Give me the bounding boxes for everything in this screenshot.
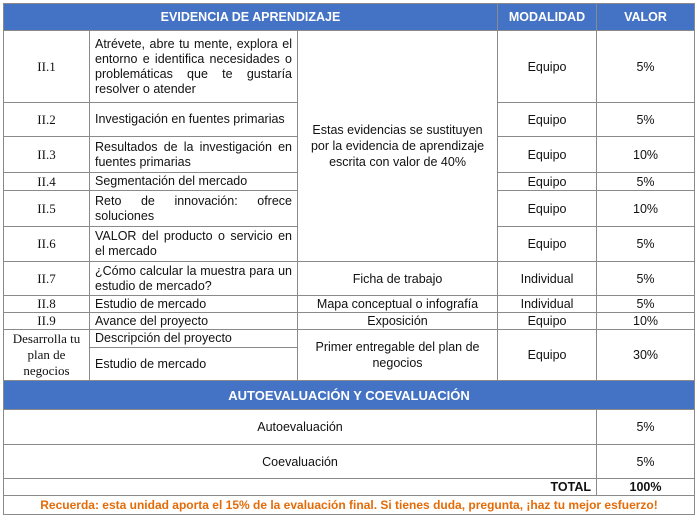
modalidad-cell: Equipo [498, 103, 597, 137]
plan-valor: 30% [597, 330, 695, 381]
table-row [4, 313, 695, 330]
valor-cell: 10% [597, 191, 695, 227]
evidence-type: Ficha de trabajo [298, 262, 498, 296]
valor-cell: 10% [597, 137, 695, 173]
valor-cell: 5% [597, 173, 695, 191]
evidence-type: Mapa conceptual o infografía [298, 296, 498, 313]
valor-cell: 5% [597, 227, 695, 262]
evidence-description: VALOR del producto o servicio en el mercado [90, 227, 298, 262]
table-header-row [4, 4, 695, 31]
plan-description-2: Estudio de mercado [90, 348, 298, 381]
total-row [4, 479, 695, 496]
evaluation-label: Autoevaluación [4, 410, 597, 445]
evidence-description: Estudio de mercado [90, 296, 298, 313]
evidence-description: ¿Cómo calcular la muestra para un estudio de mercado? [90, 262, 298, 296]
evidence-type: Exposición [298, 313, 498, 330]
evaluation-valor: 5% [597, 410, 695, 445]
footer-note-row [4, 496, 695, 515]
evaluation-row [4, 410, 695, 445]
header-evidencia: EVIDENCIA DE APRENDIZAJE [4, 4, 498, 31]
modalidad-cell: Individual [498, 296, 597, 313]
plan-row [4, 330, 695, 348]
evaluation-row [4, 445, 695, 479]
evidence-code: II.3 [4, 137, 90, 173]
header-modalidad: MODALIDAD [498, 4, 597, 31]
modalidad-cell: Individual [498, 262, 597, 296]
valor-cell: 10% [597, 313, 695, 330]
valor-cell: 5% [597, 262, 695, 296]
evidence-code: II.5 [4, 191, 90, 227]
valor-cell: 5% [597, 296, 695, 313]
table-row [4, 262, 695, 296]
total-label: TOTAL [4, 479, 597, 496]
plan-modalidad: Equipo [498, 330, 597, 381]
evaluation-table [3, 3, 695, 515]
evidence-code: II.6 [4, 227, 90, 262]
modalidad-cell: Equipo [498, 31, 597, 103]
table-row [4, 296, 695, 313]
evidence-code: II.2 [4, 103, 90, 137]
evidence-description: Segmentación del mercado [90, 173, 298, 191]
modalidad-cell: Equipo [498, 173, 597, 191]
modalidad-cell: Equipo [498, 227, 597, 262]
valor-cell: 5% [597, 31, 695, 103]
evaluation-valor: 5% [597, 445, 695, 479]
modalidad-cell: Equipo [498, 191, 597, 227]
evidence-code: II.1 [4, 31, 90, 103]
evidence-description: Reto de innovación: ofrece soluciones [90, 191, 298, 227]
plan-code: Desarrolla tu plan de negocios [4, 330, 90, 381]
evidence-code: II.8 [4, 296, 90, 313]
section-header-row [4, 381, 695, 410]
header-valor: VALOR [597, 4, 695, 31]
plan-description-1: Descripción del proyecto [90, 330, 298, 348]
section-title: AUTOEVALUACIÓN Y COEVALUACIÓN [4, 381, 695, 410]
table-row [4, 31, 695, 103]
modalidad-cell: Equipo [498, 313, 597, 330]
evidence-code: II.7 [4, 262, 90, 296]
plan-deliverable: Primer entregable del plan de negocios [298, 330, 498, 381]
modalidad-cell: Equipo [498, 137, 597, 173]
evidence-code: II.9 [4, 313, 90, 330]
evaluation-label: Coevaluación [4, 445, 597, 479]
evidence-description: Resultados de la investigación en fuentes primarias [90, 137, 298, 173]
total-value: 100% [597, 479, 695, 496]
evidence-description: Investigación en fuentes primarias [90, 103, 298, 137]
merged-substitution-note: Estas evidencias se sustituyen por la evidencia de aprendizaje escrita con valor de 40% [298, 31, 498, 262]
evidence-description: Atrévete, abre tu mente, explora el entorno e identifica necesidades o problemáticas que te gustaría resolver o atender [90, 31, 298, 103]
evidence-code: II.4 [4, 173, 90, 191]
valor-cell: 5% [597, 103, 695, 137]
footer-note: Recuerda: esta unidad aporta el 15% de la evaluación final. Si tienes duda, pregunta, ¡haz tu mejor esfuerzo! [4, 496, 695, 515]
evidence-description: Avance del proyecto [90, 313, 298, 330]
